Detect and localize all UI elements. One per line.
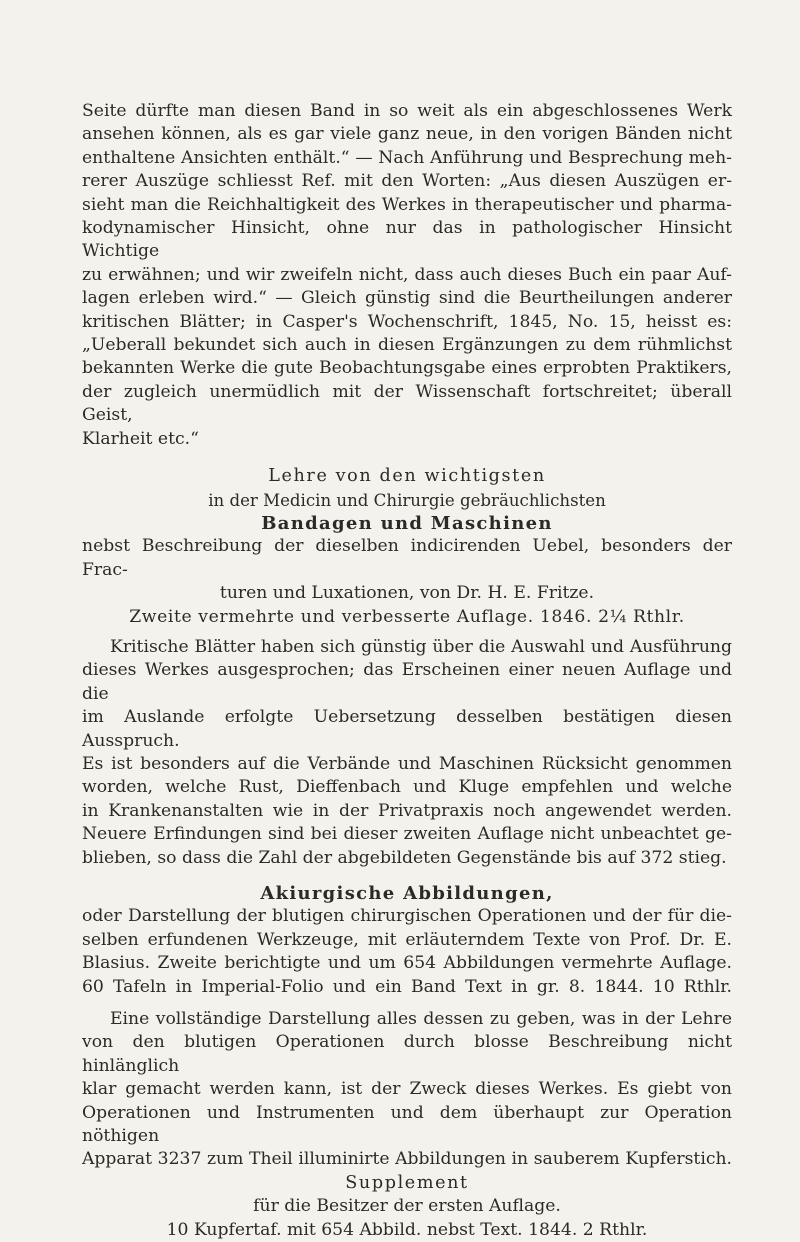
book-description-line: Blasius. Zweite berichtigte und um 654 Abbildungen vermehrte Auflage. [82, 953, 732, 974]
book-description-line: nebst Beschreibung der dieselben indicirenden Uebel, besonders der Frac- [82, 536, 732, 580]
text-line: ansehen können, als es gar viele ganz neue, in den vorigen Bänden nicht [82, 124, 732, 145]
book-review [82, 1008, 732, 1172]
supplement-subtitle: für die Besitzer der ersten Auflage. [253, 1196, 561, 1217]
text-line: Kritische Blätter haben sich günstig über die Auswahl und Ausführung [110, 636, 732, 657]
book-edition: Zweite vermehrte und verbesserte Auflage. 1846. 2¼ Rthlr. [129, 606, 685, 627]
text-line: „Ueberall bekundet sich auch in diesen Ergänzungen zu dem rühmlichst [82, 335, 732, 356]
text-line: blieben, so dass die Zahl der abgebildeten Gegenstände bis auf 372 stieg. [82, 847, 727, 868]
book-title-line2: in der Medicin und Chirurgie gebräuchlichsten [208, 490, 606, 510]
book-entry-abbildungen [82, 882, 732, 1242]
text-line: worden, welche Rust, Dieffenbach und Kluge empfehlen und welche [82, 777, 732, 798]
text-line: enthaltene Ansichten enthält.“ — Nach Anführung und Besprechung meh- [82, 147, 732, 168]
book-entry-bandagen [82, 465, 732, 870]
book-description-line: 60 Tafeln in Imperial-Folio und ein Band Text in gr. 8. 1844. 10 Rthlr. [82, 976, 732, 997]
text-line: kodynamischer Hinsicht, ohne nur das in pathologischer Hinsicht Wichtige [82, 218, 732, 262]
text-line: Neuere Erfindungen sind bei dieser zweiten Auflage nicht unbeachtet ge- [82, 824, 732, 845]
supplement-details: 10 Kupfertaf. mit 654 Abbild. nebst Text. 1844. 2 Rthlr. [166, 1219, 648, 1240]
text-line: der zugleich unermüdlich mit der Wissenschaft fortschreitet; überall Geist, [82, 381, 732, 426]
text-line: bekannten Werke die gute Beobachtungsgabe eines erprobten Praktikers, [82, 358, 732, 379]
text-line: dieses Werkes ausgesprochen; das Erscheinen einer neuen Auflage und die [82, 660, 732, 704]
text-line: in Krankenanstalten wie in der Privatpraxis noch angewendet werden. [82, 800, 732, 821]
book-title-line1: Lehre von den wichtigsten [268, 466, 546, 487]
book-title-heading: Akiurgische Abbildungen, [260, 883, 554, 904]
text-line: klar gemacht werden kann, ist der Zweck dieses Werkes. Es giebt von [82, 1079, 732, 1100]
intro-paragraph [82, 100, 732, 451]
book-description-line: turen und Luxationen, von Dr. H. E. Fritze. [219, 583, 595, 604]
text-line: Klarheit etc.“ [82, 428, 199, 449]
supplement-title: Supplement [345, 1172, 469, 1193]
book-title-heading: Bandagen und Maschinen [261, 512, 553, 534]
text-line: von den blutigen Operationen durch blosse Beschreibung nicht hinlänglich [82, 1032, 732, 1076]
text-line: kritischen Blätter; in Casper's Wochenschrift, 1845, No. 15, heisst es: [82, 311, 732, 332]
text-line: Es ist besonders auf die Verbände und Maschinen Rücksicht genommen [82, 753, 732, 774]
text-line: sieht man die Reichhaltigkeit des Werkes in therapeutischer und pharma- [82, 194, 732, 215]
text-line: lagen erleben wird.“ — Gleich günstig sind die Beurtheilungen anderer [82, 288, 732, 309]
book-description-line: selben erfundenen Werkzeuge, mit erläuterndem Texte von Prof. Dr. E. [82, 929, 732, 950]
book-description-line: oder Darstellung der blutigen chirurgischen Operationen und der für die- [82, 906, 732, 927]
text-line: Apparat 3237 zum Theil illuminirte Abbildungen in sauberem Kupferstich. [82, 1149, 732, 1170]
text-line: Seite dürfte man diesen Band in so weit als ein abgeschlossenes Werk [82, 101, 732, 121]
text-line: zu erwähnen; und wir zweifeln nicht, dass auch dieses Buch ein paar Auf- [82, 264, 732, 285]
text-line: rerer Auszüge schliesst Ref. mit den Worten: „Aus diesen Auszügen er- [82, 171, 732, 192]
text-line: Eine vollständige Darstellung alles dessen zu geben, was in der Lehre [110, 1009, 732, 1030]
book-review [82, 636, 732, 870]
text-line: im Auslande erfolgte Uebersetzung desselben bestätigen diesen Ausspruch. [82, 707, 732, 751]
text-line: Operationen und Instrumenten und dem überhaupt zur Operation nöthigen [82, 1102, 732, 1147]
